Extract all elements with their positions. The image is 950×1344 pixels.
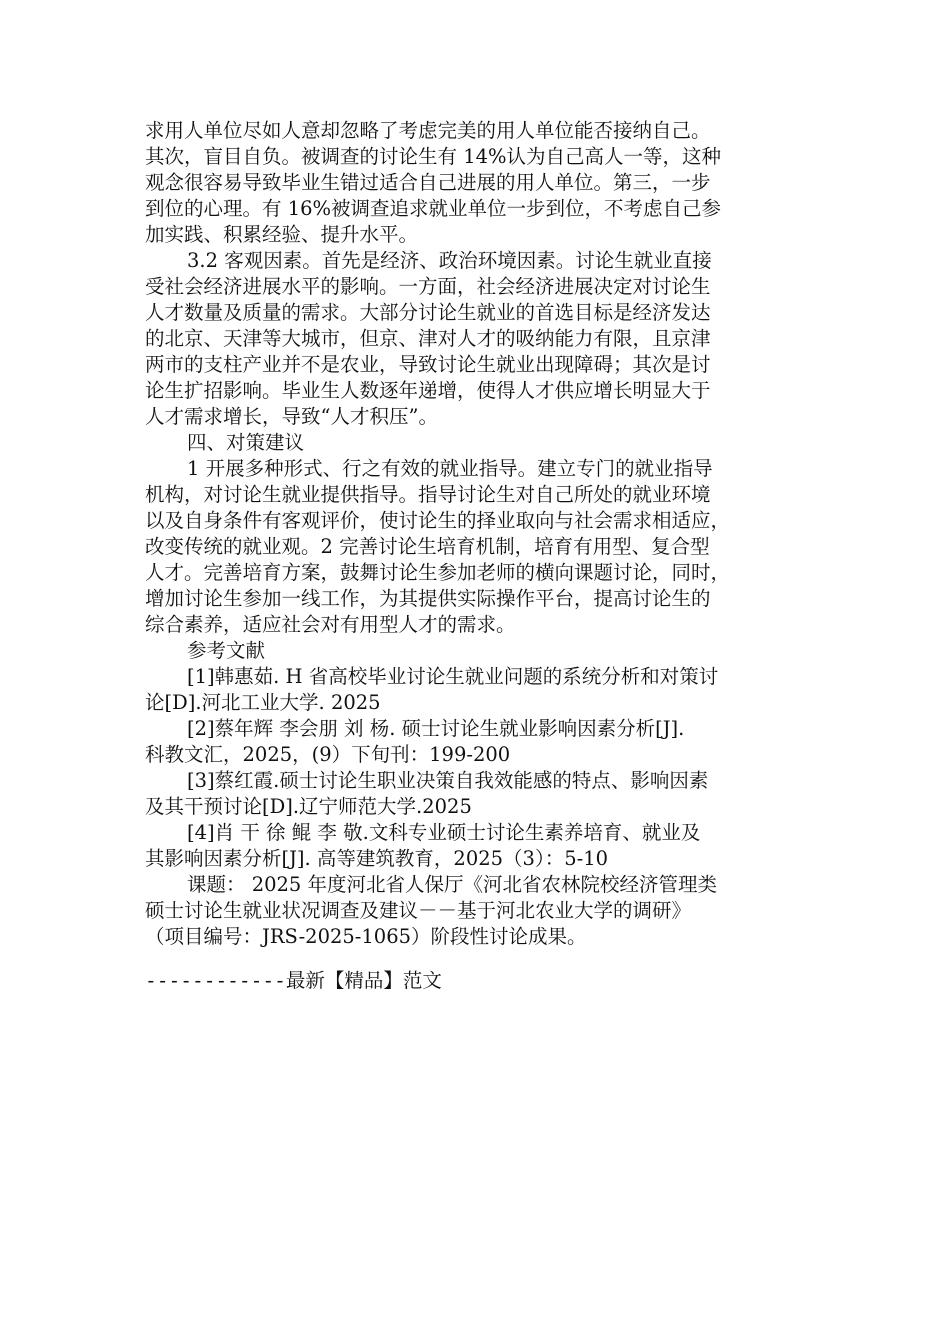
reference-item-4: [4]肖 干 徐 鲲 李 敬.文科专业硕士讨论生素养培育、就业及 其影响因素分析[J]. 高等建筑教育，2025（3）：5-10	[145, 821, 701, 870]
project-note: 课题： 2025 年度河北省人保厅《河北省农林院校经济管理类 硕士讨论生就业状况调查及建议－－基于河北农业大学的调研》 （项目编号：JRS-2025-1065）阶段性讨论成果。	[145, 873, 718, 948]
paragraph-countermeasures: 1 开展多种形式、行之有效的就业指导。建立专门的就业指导 机构，对讨论生就业提供指导。指导讨论生对自己所处的就业环境 以及自身条件有客观评价，使讨论生的择业取向与社会需求相适应， 改变传统的就业观。2 完善讨论生培育机制，培育有用型、复合型 人才。完善培育方案，鼓舞讨论生参加老师的横向课题讨论，同时， 增加讨论生参加一线工作，为其提供实际操作平台，提高讨论生的 综合素养，适应社会对有用型人才的需求。	[145, 457, 731, 636]
document-body	[145, 118, 810, 950]
paragraph-subjective-factors-continued: 求用人单位尽如人意却忽略了考虑完美的用人单位能否接纳自己。 其次，盲目自负。被调查的讨论生有 14%认为自己高人一等，这种 观念很容易导致毕业生错过适合自己进展的用人单位。第三，一步 到位的心理。有 16%被调查追求就业单位一步到位，不考虑自己参 加实践、积累经验、提升水平。	[145, 119, 722, 246]
reference-item-1: [1]韩惠茹. H 省高校毕业讨论生就业问题的系统分析和对策讨 论[D].河北工业大学. 2025	[145, 665, 719, 714]
paragraph-objective-factors: 3.2 客观因素。首先是经济、政治环境因素。讨论生就业直接 受社会经济进展水平的影响。一方面，社会经济进展决定对讨论生 人才数量及质量的需求。大部分讨论生就业的首选目标是经济发达 的北京、天津等大城市，但京、津对人才的吸纳能力有限，且京津 两市的支柱产业并不是农业，导致讨论生就业出现障碍；其次是讨 论生扩招影响。毕业生人数逐年递增，使得人才供应增长明显大于 人才需求增长，导致“人才积压”。	[145, 249, 712, 428]
section-heading-countermeasures: 四、对策建议	[187, 431, 305, 454]
footer-banner: ------------最新【精品】范文	[145, 969, 442, 992]
reference-item-2: [2]蔡年辉 李会朋 刘 杨. 硕士讨论生就业影响因素分析[J]. 科教文汇，2025，(9）下旬刊：199-200	[145, 717, 685, 766]
references-heading: 参考文献	[187, 639, 266, 662]
reference-item-3: [3]蔡红霞.硕士讨论生职业决策自我效能感的特点、影响因素 及其干预讨论[D].辽宁师范大学.2025	[145, 769, 709, 818]
